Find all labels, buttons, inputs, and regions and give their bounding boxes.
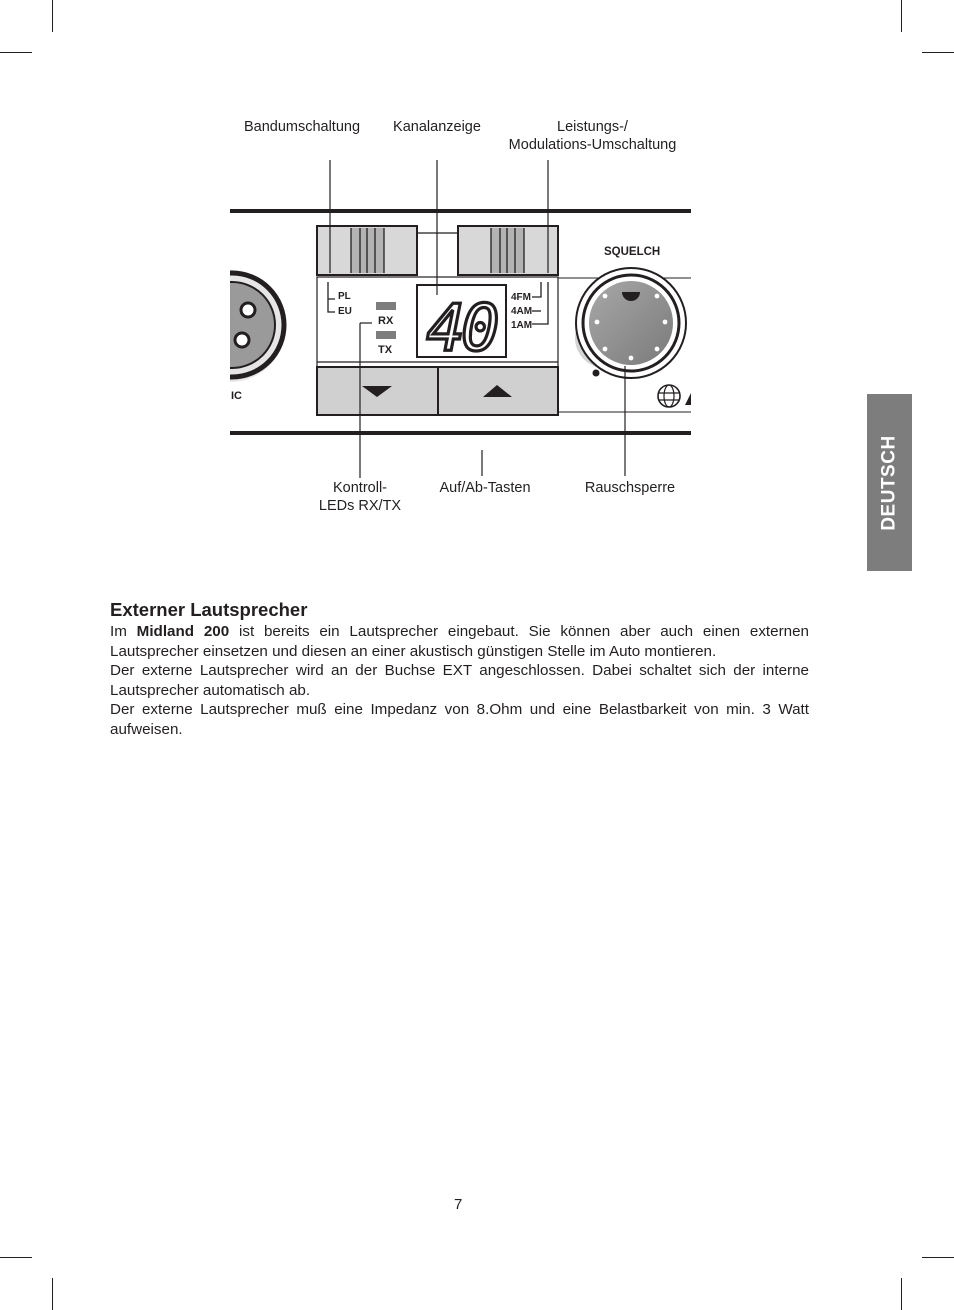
channel-up-button[interactable] <box>438 367 558 415</box>
rx-led <box>376 302 396 310</box>
mode-label-4fm: 4FM <box>511 292 531 303</box>
band-label-pl: PL <box>338 291 351 302</box>
crop-mark <box>0 1257 32 1258</box>
callout-squelch <box>575 479 685 497</box>
callout-up-down-buttons <box>430 479 540 497</box>
globe-icon <box>658 385 691 407</box>
callout-text: Modulations-Umschaltung <box>508 137 677 153</box>
callout-channel-display <box>380 118 494 136</box>
paragraph: Der externe Lautsprecher muß eine Impedanz von 8.Ohm und eine Belastbarkeit von min. 3 Watt aufweisen. <box>110 701 809 738</box>
panel-bottom-edge <box>230 431 691 435</box>
mic-label: IC <box>231 390 242 402</box>
band-label-eu: EU <box>338 306 352 317</box>
channel-down-button[interactable] <box>317 367 438 415</box>
mic-connector <box>174 270 286 382</box>
text-run: ist bereits ein Lautsprecher eingebaut. Sie können aber auch einen externen Lautsprecher einsetzen und diesen an einer akustisch günstigen Stelle im Auto montieren. <box>110 623 809 660</box>
crop-mark <box>901 1278 902 1310</box>
callout-text: Auf/Ab-Tasten <box>439 480 531 496</box>
power-mode-switch[interactable] <box>458 226 558 275</box>
rx-led-label: RX <box>378 315 394 327</box>
squelch-label: SQUELCH <box>604 246 661 258</box>
callout-text: LEDs RX/TX <box>318 498 402 514</box>
mode-label-1am: 1AM <box>511 320 533 331</box>
callout-rx-tx-leds <box>305 479 415 515</box>
section-title: Externer Lautsprecher <box>110 599 308 620</box>
page-number: 7 <box>454 1196 463 1213</box>
squelch-knob[interactable] <box>575 268 686 378</box>
callout-power-mode <box>500 118 685 154</box>
language-tab-label: DEUTSCH <box>878 434 900 531</box>
callout-text: Bandumschaltung <box>243 119 361 135</box>
band-switch[interactable] <box>317 226 417 275</box>
paragraph: Der externe Lautsprecher wird an der Buchse EXT angeschlossen. Dabei schaltet sich der interne Lautsprecher automatisch ab. <box>110 662 809 699</box>
knob-marker-dot <box>593 370 600 377</box>
crop-mark <box>52 1278 53 1310</box>
model-name: Midland 200 <box>136 623 230 640</box>
channel-number: 40 <box>426 292 496 366</box>
text-run: Im <box>110 623 137 640</box>
crop-mark <box>922 1257 954 1258</box>
radio-panel-figure <box>0 0 954 560</box>
panel-top-edge <box>230 209 691 213</box>
callout-band-switch <box>230 118 374 136</box>
radio-panel-drawing <box>0 0 954 560</box>
mode-label-4am: 4AM <box>511 306 533 317</box>
callout-text: Kanalanzeige <box>393 119 481 135</box>
callout-text: Kontroll- <box>333 480 387 496</box>
tx-led-label: TX <box>378 344 393 356</box>
paragraph <box>110 622 809 661</box>
callout-text: Leistungs-/ <box>557 119 628 135</box>
tx-led <box>376 331 396 339</box>
section-body <box>110 622 809 740</box>
callout-text: Rauschsperre <box>584 480 676 496</box>
